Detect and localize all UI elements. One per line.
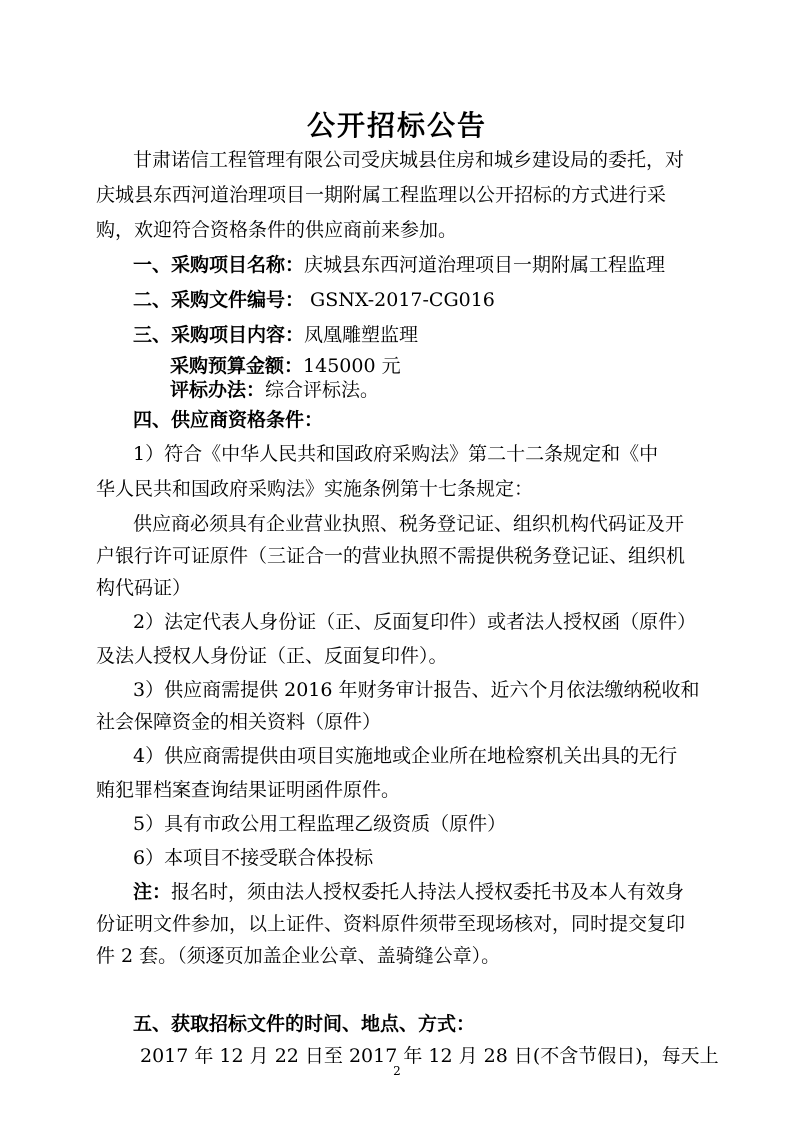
content-label: 三、采购项目内容： [133, 324, 305, 346]
qualification-line-10: 4）供应商需提供由项目实施地或企业所在地检察机关出具的无行 [133, 745, 678, 767]
note-line-3: 件 2 套。（须逐页加盖企业公章、盖骑缝公章）。 [96, 945, 501, 967]
qualification-line-1: 1）符合《中华人民共和国政府采购法》第二十二条规定和《中 [133, 443, 659, 465]
document-title: 公开招标公告 [306, 109, 487, 142]
page-number: 2 [393, 1064, 401, 1078]
intro-line-3: 购，欢迎符合资格条件的供应商前来参加。 [96, 219, 458, 241]
project-name-label: 一、采购项目名称： [133, 254, 305, 276]
budget-line [170, 354, 401, 378]
qualification-line-13: 6）本项目不接受联合体投标 [133, 847, 374, 869]
doc-number-label: 二、采购文件编号： [133, 289, 305, 311]
qualification-line-5: 构代码证） [96, 577, 192, 599]
note-label: 注： [133, 881, 172, 903]
doc-number-line [133, 288, 495, 312]
qualification-line-6: 2）法定代表人身份证（正、反面复印件）或者法人授权函（原件） [133, 611, 697, 633]
budget-label: 采购预算金额： [170, 355, 304, 377]
qualification-heading: 四、供应商资格条件： [133, 409, 324, 431]
qualification-line-3: 供应商必须具有企业营业执照、税务登记证、组织机构代码证及开 [133, 513, 685, 535]
doc-number-value: GSNX-2017-CG016 [304, 289, 495, 311]
eval-label: 评标办法： [170, 379, 266, 401]
qualification-line-12: 5）具有市政公用工程监理乙级资质（原件） [133, 813, 507, 835]
note-line-1 [133, 880, 684, 904]
intro-line-2: 庆城县东西河道治理项目一期附属工程监理以公开招标的方式进行采 [96, 184, 667, 206]
qualification-line-8: 3）供应商需提供 2016 年财务审计报告、近六个月依法缴纳税收和 [133, 679, 700, 701]
note-text-1: 报名时，须由法人授权委托人持法人授权委托书及本人有效身 [171, 881, 685, 903]
eval-line [170, 378, 379, 402]
qualification-line-9: 社会保障资金的相关资料（原件） [96, 711, 382, 733]
qualification-line-2: 华人民共和国政府采购法》实施条例第十七条规定： [96, 478, 534, 500]
content-value: 凤凰雕塑监理 [304, 324, 419, 346]
project-name-line [133, 253, 665, 277]
acquisition-line: 2017 年 12 月 22 日至 2017 年 12 月 28 日(不含节假日)，每天上 [140, 1045, 719, 1067]
qualification-line-7: 及法人授权人身份证（正、反面复印件）。 [96, 645, 448, 667]
content-line [133, 323, 418, 347]
note-line-2: 份证明文件参加，以上证件、资料原件须带至现场核对，同时提交复印 [96, 913, 686, 935]
project-name-value: 庆城县东西河道治理项目一期附属工程监理 [304, 254, 666, 276]
eval-value: 综合评标法。 [265, 379, 380, 401]
budget-value: 145000 元 [303, 355, 401, 377]
qualification-line-11: 贿犯罪档案查询结果证明函件原件。 [96, 779, 401, 801]
intro-line-1: 甘肃诺信工程管理有限公司受庆城县住房和城乡建设局的委托，对 [133, 149, 685, 171]
acquisition-heading: 五、获取招标文件的时间、地点、方式： [133, 1013, 476, 1035]
qualification-line-4: 户银行许可证原件（三证合一的营业执照不需提供税务登记证、组织机 [96, 545, 686, 567]
